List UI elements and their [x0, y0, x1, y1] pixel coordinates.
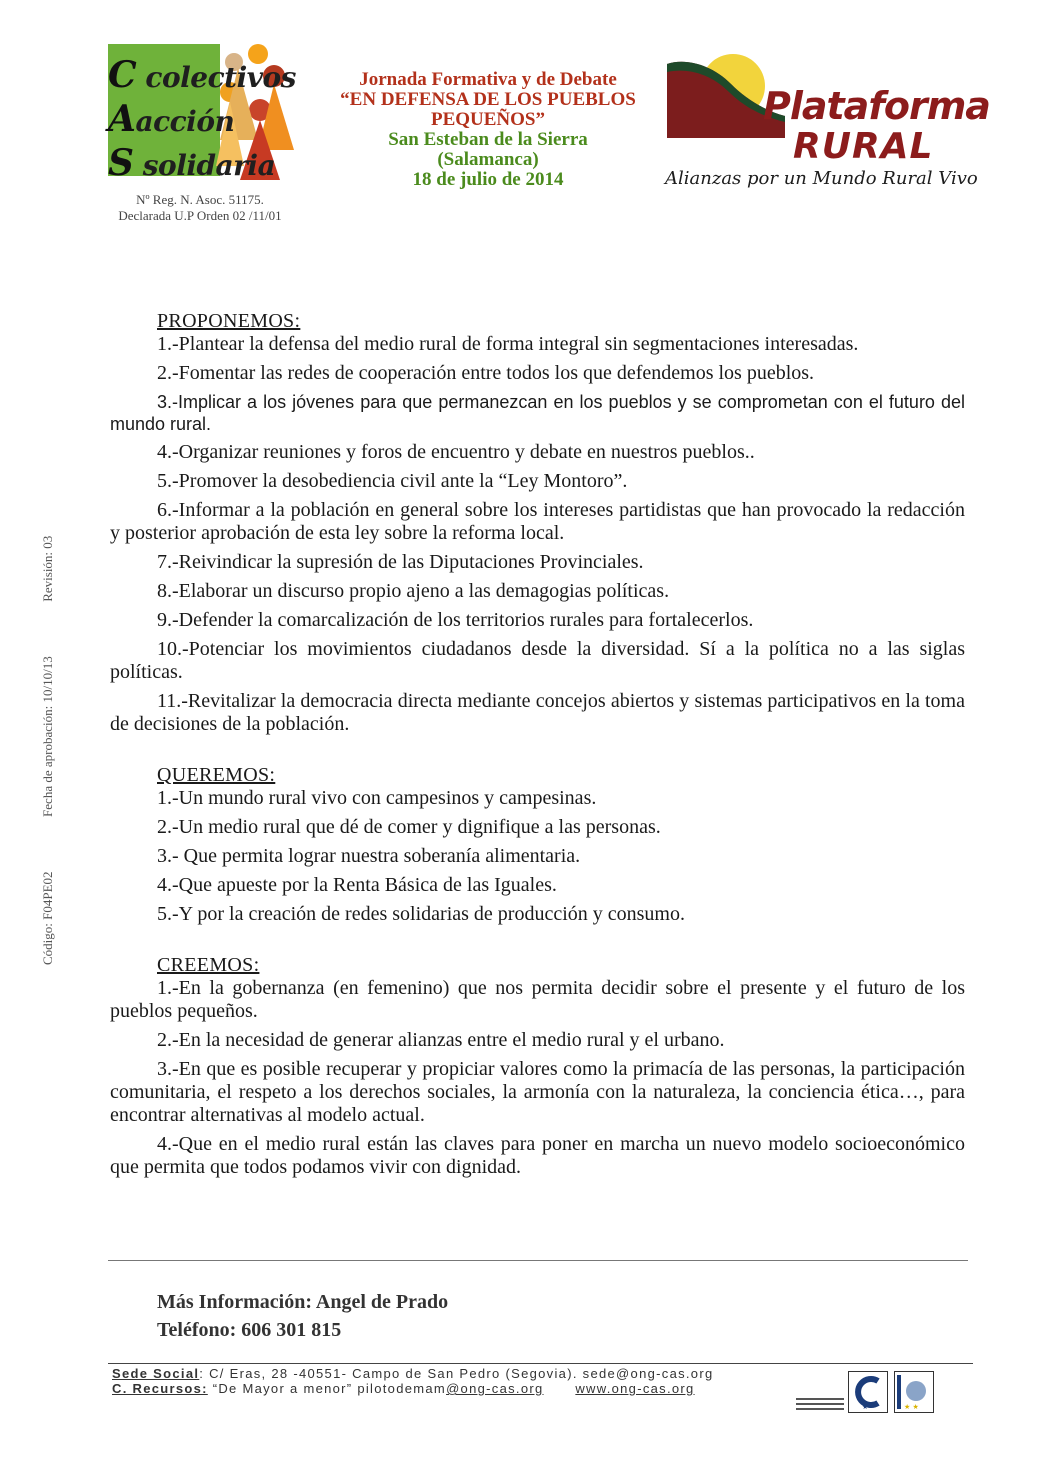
document-control-sidebar [40, 536, 56, 965]
recursos-email-domain[interactable]: @ong-cas.org [446, 1381, 544, 1396]
logo-letter-c: C [108, 54, 137, 96]
recursos-text: “De Mayor a menor” pilotodemam [207, 1381, 447, 1396]
sede-address: : C/ Eras, 28 -40551- Campo de San Pedro (Segovia). sede@ong-cas.org [199, 1366, 714, 1381]
plataforma-rural-logo [665, 50, 990, 200]
list-item: 1.-Un mundo rural vivo con campesinos y campesinas. [157, 787, 597, 809]
footer-sede [112, 1366, 714, 1381]
eu-certification-icon [894, 1371, 934, 1413]
list-item: 11.-Revitalizar la democracia directa mediante concejos abiertos y sistemas participativos en la toma de decisiones de la población. [110, 690, 965, 735]
plataforma-tagline: Alianzas por un Mundo Rural Vivo [665, 168, 978, 189]
section-heading: QUEREMOS: [157, 764, 276, 786]
list-item: 8.-Elaborar un discurso propio ajeno a las demagogias políticas. [157, 580, 670, 602]
list-item: 5.-Promover la desobediencia civil ante la “Ley Montoro”. [157, 470, 628, 492]
svg-text:★ ★: ★ ★ [904, 1403, 919, 1411]
approval-date: Fecha de aprobación: 10/10/13 [40, 656, 55, 817]
cas-logo [108, 40, 298, 190]
list-item: 2.-En la necesidad de generar alianzas entre el medio rural y el urbano. [157, 1029, 725, 1051]
list-item: 6.-Informar a la población en general sobre los intereses partidistas que han provocado la redacción y posterior aprobación de esta ley sobre la reforma local. [110, 499, 965, 544]
registration-number: Nº Reg. N. Asoc. 51175. [136, 192, 264, 207]
list-item: 2.-Un medio rural que dé de comer y dignifique a las personas. [157, 816, 661, 838]
quality-certification-icon [848, 1371, 888, 1413]
list-item: 2.-Fomentar las redes de cooperación entre todos los que defendemos los pueblos. [157, 362, 815, 384]
logo-word-colectivos: colectivos [145, 61, 296, 94]
plataforma-title: Plataforma [763, 84, 990, 128]
event-title-block [300, 70, 676, 190]
list-item: 3.-Implicar a los jóvenes para que permanezcan en los pueblos y se comprometan con el futuro del mundo rural. [110, 392, 965, 434]
contact-person: Más Información: Angel de Prado [157, 1291, 449, 1313]
list-item: 4.-Que apueste por la Renta Básica de las Iguales. [157, 874, 557, 896]
logo-word-solidaria: solidaria [142, 149, 276, 182]
main-content [110, 310, 965, 1207]
document-code: Código: F04PE02 [40, 871, 55, 965]
logo-word-accion: acción [135, 105, 235, 138]
list-item: 10.-Potenciar los movimientos ciudadanos desde la diversidad. Sí a la política no a las siglas políticas. [110, 638, 965, 683]
svg-text:★: ★ [862, 1403, 869, 1411]
list-item: 1.-Plantear la defensa del medio rural de forma integral sin segmentaciones interesadas. [157, 333, 859, 355]
plataforma-subtitle: RURAL [793, 126, 934, 167]
section-heading: CREEMOS: [157, 954, 260, 976]
content-divider [108, 1260, 968, 1261]
event-line-1: Jornada Formativa y de Debate [359, 69, 617, 90]
sede-label: Sede Social [112, 1366, 200, 1381]
footer-divider [108, 1363, 973, 1364]
list-item: 3.- Que permita lograr nuestra soberanía alimentaria. [157, 845, 581, 867]
logo-letter-a: A [108, 98, 136, 140]
association-registration [70, 192, 330, 224]
event-date: 18 de julio de 2014 [412, 169, 564, 190]
list-item: 4.-Que en el medio rural están las claves para poner en marcha un nuevo modelo socioeconómico que permita que todos podamos vivir con dignidad. [110, 1133, 965, 1178]
footer-recursos [112, 1381, 714, 1396]
section-queremos [110, 764, 965, 926]
event-province: (Salamanca) [437, 149, 539, 170]
list-item: 4.-Organizar reuniones y foros de encuentro y debate en nuestros pueblos.. [157, 441, 755, 463]
contact-block [157, 1288, 448, 1344]
event-line-2: “EN DEFENSA DE LOS PUEBLOS [340, 89, 636, 110]
section-proponemos [110, 310, 965, 736]
footer-rule-lines [796, 1398, 844, 1414]
logo-letter-s: S [108, 142, 134, 184]
list-item: 9.-Defender la comarcalización de los territorios rurales para fortalecerlos. [157, 609, 754, 631]
revision-number: Revisión: 03 [40, 535, 55, 602]
list-item: 3.-En que es posible recuperar y propiciar valores como la primacía de las personas, la participación comunitaria, el respeto a los derechos sociales, la armonía con la naturaleza, la conciencia ética…, para encontrar alternativas al modelo actual. [110, 1058, 965, 1126]
list-item: 1.-En la gobernanza (en femenino) que nos permita decidir sobre el presente y el futuro de los pueblos pequeños. [110, 977, 965, 1022]
section-heading: PROPONEMOS: [157, 310, 301, 332]
section-creemos [110, 954, 965, 1179]
list-item: 5.-Y por la creación de redes solidarias de producción y consumo. [157, 903, 685, 925]
contact-phone: Teléfono: 606 301 815 [157, 1319, 342, 1341]
recursos-label: C. Recursos: [112, 1381, 208, 1396]
website-link[interactable]: www.ong-cas.org [575, 1381, 695, 1396]
event-location: San Esteban de la Sierra [388, 129, 588, 150]
registration-declaration: Declarada U.P Orden 02 /11/01 [118, 208, 282, 223]
footer [112, 1366, 714, 1396]
event-line-3: PEQUEÑOS” [430, 109, 546, 130]
list-item: 7.-Reivindicar la supresión de las Diputaciones Provinciales. [157, 551, 644, 573]
